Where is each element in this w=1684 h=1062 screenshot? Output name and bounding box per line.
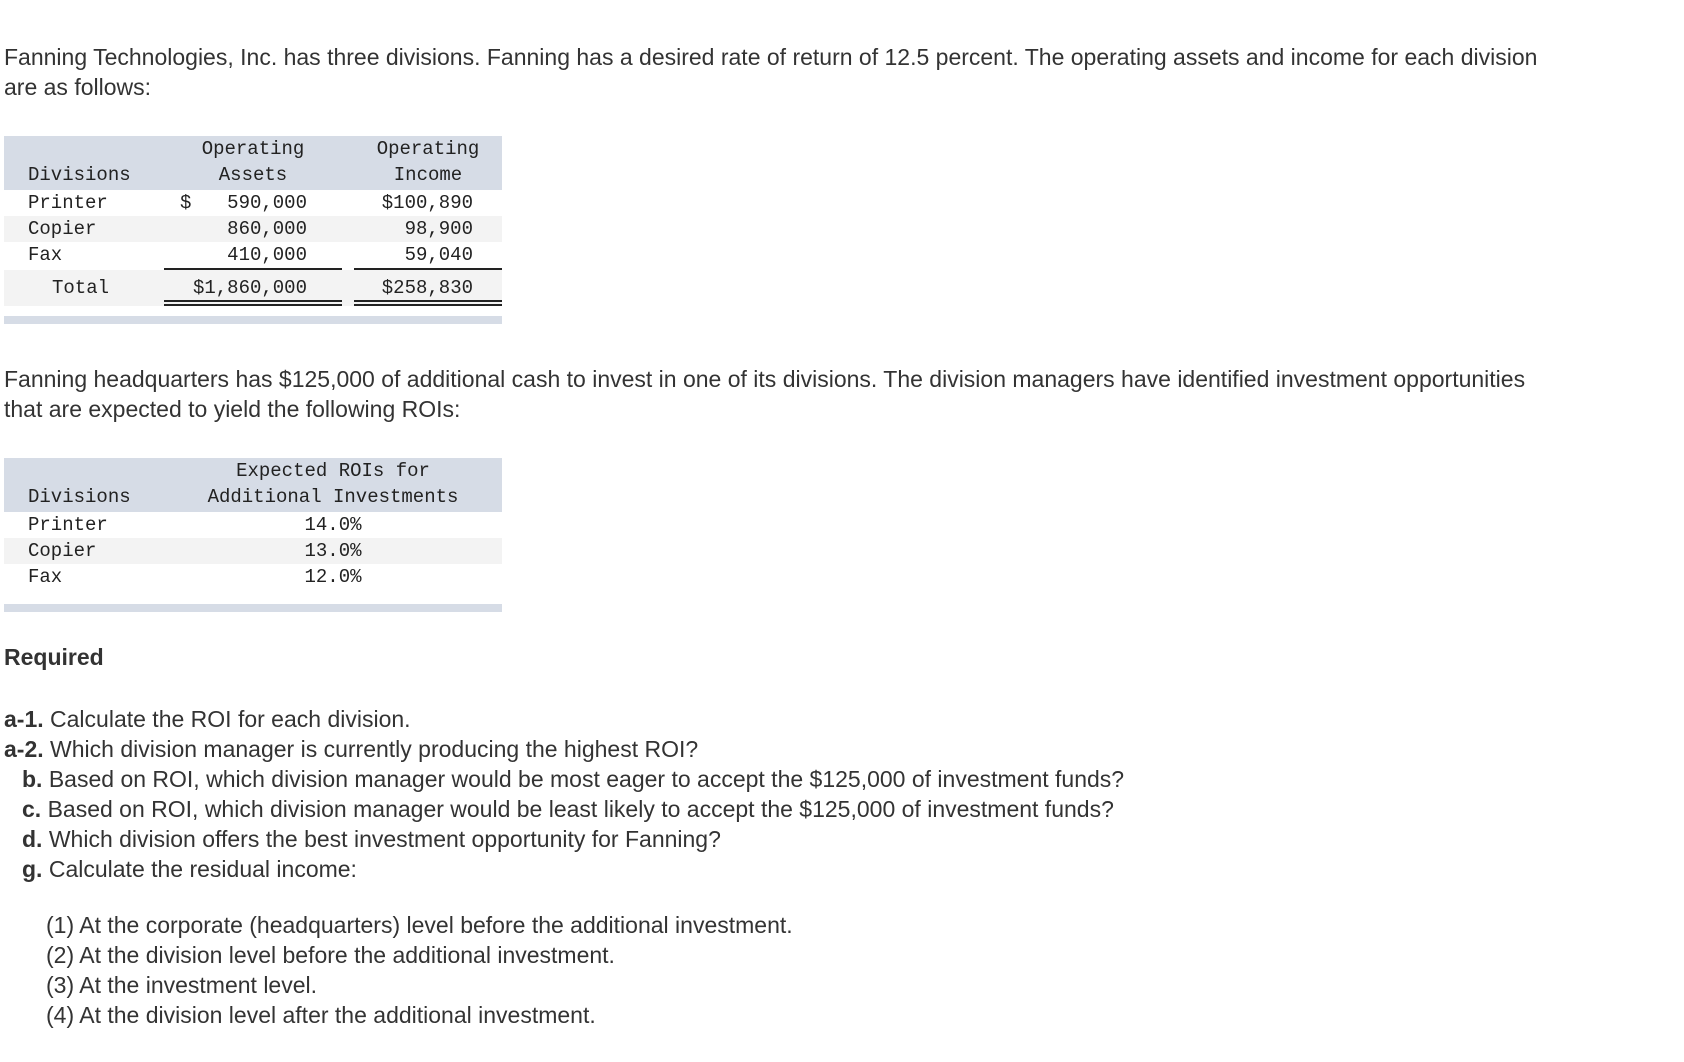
operating-assets-income-table [4, 136, 502, 324]
divisions-header: Divisions [28, 164, 131, 186]
question-label: b. [22, 766, 43, 792]
double-underline [354, 300, 502, 306]
subitem-2: (2) At the division level before the additional investment. [46, 942, 615, 968]
roi-header-line1: Expected ROIs for [236, 460, 430, 482]
total-assets-value: $1,860,000 [192, 277, 307, 299]
assets-header-line2: Assets [218, 164, 288, 186]
intro-paragraph: Fanning Technologies, Inc. has three divisions. Fanning has a desired rate of return of 12.5 percent. The operating assets and income for each division are as follows: [4, 44, 1538, 100]
question-text: Based on ROI, which division manager would be most eager to accept the $125,000 of investment funds? [42, 766, 1125, 792]
expected-roi-value: 14.0% [304, 514, 362, 536]
dollar-sign: $ [180, 192, 192, 214]
question-label: g. [22, 856, 43, 882]
division-name: Fax [28, 566, 63, 588]
total-label: Total [52, 277, 110, 299]
expected-roi-table [4, 458, 502, 612]
subitem-3: (3) At the investment level. [46, 972, 318, 998]
total-income-value: $258,830 [381, 277, 473, 299]
question-text: Based on ROI, which division manager would be least likely to accept the $125,000 of investment funds? [41, 796, 1114, 822]
table-header [4, 136, 502, 190]
additional-cash-paragraph: Fanning headquarters has $125,000 of additional cash to invest in one of its divisions. The division managers have identified investment opportunities that are expected to yield the following ROIs: [4, 366, 1526, 422]
question-b [22, 764, 1124, 794]
income-header-line2: Income [393, 164, 463, 186]
table-row [4, 538, 502, 564]
table-bottom-bar [4, 316, 502, 324]
double-underline [164, 300, 342, 306]
divisions-header: Divisions [28, 486, 131, 508]
question-label: d. [22, 826, 43, 852]
division-name: Copier [28, 540, 97, 562]
assets-header-line1: Operating [201, 138, 305, 160]
question-label: a-2. [4, 736, 44, 762]
required-heading: Required [4, 644, 104, 670]
table-header [4, 458, 502, 512]
operating-assets-value: 860,000 [227, 218, 307, 240]
expected-roi-value: 13.0% [304, 540, 362, 562]
division-name: Printer [28, 514, 108, 536]
question-g [22, 854, 357, 884]
operating-assets-value: 410,000 [227, 244, 307, 266]
total-row [4, 270, 502, 306]
expected-roi-value: 12.0% [304, 566, 362, 588]
table-row [4, 216, 502, 242]
subitem-1: (1) At the corporate (headquarters) level before the additional investment. [46, 912, 793, 938]
question-c [22, 794, 1114, 824]
table-bottom-bar [4, 604, 502, 612]
operating-income-value: $100,890 [381, 192, 473, 214]
question-label: a-1. [4, 706, 44, 732]
table-row [4, 564, 502, 590]
operating-income-value: 59,040 [404, 244, 473, 266]
question-a2 [4, 734, 698, 764]
division-name: Fax [28, 244, 63, 266]
table-row [4, 190, 502, 216]
operating-income-value: 98,900 [404, 218, 473, 240]
question-label: c. [22, 796, 42, 822]
income-header-line1: Operating [376, 138, 480, 160]
question-text: Calculate the residual income: [42, 856, 357, 882]
roi-header-line2: Additional Investments [207, 486, 459, 508]
operating-assets-value: 590,000 [227, 192, 307, 214]
subitem-4: (4) At the division level after the additional investment. [46, 1002, 596, 1028]
table-row [4, 512, 502, 538]
table-row [4, 242, 502, 268]
question-a1 [4, 704, 411, 734]
division-name: Copier [28, 218, 97, 240]
question-text: Which division manager is currently producing the highest ROI? [43, 736, 699, 762]
question-d [22, 824, 721, 854]
question-text: Which division offers the best investment opportunity for Fanning? [42, 826, 721, 852]
question-text: Calculate the ROI for each division. [43, 706, 411, 732]
division-name: Printer [28, 192, 108, 214]
